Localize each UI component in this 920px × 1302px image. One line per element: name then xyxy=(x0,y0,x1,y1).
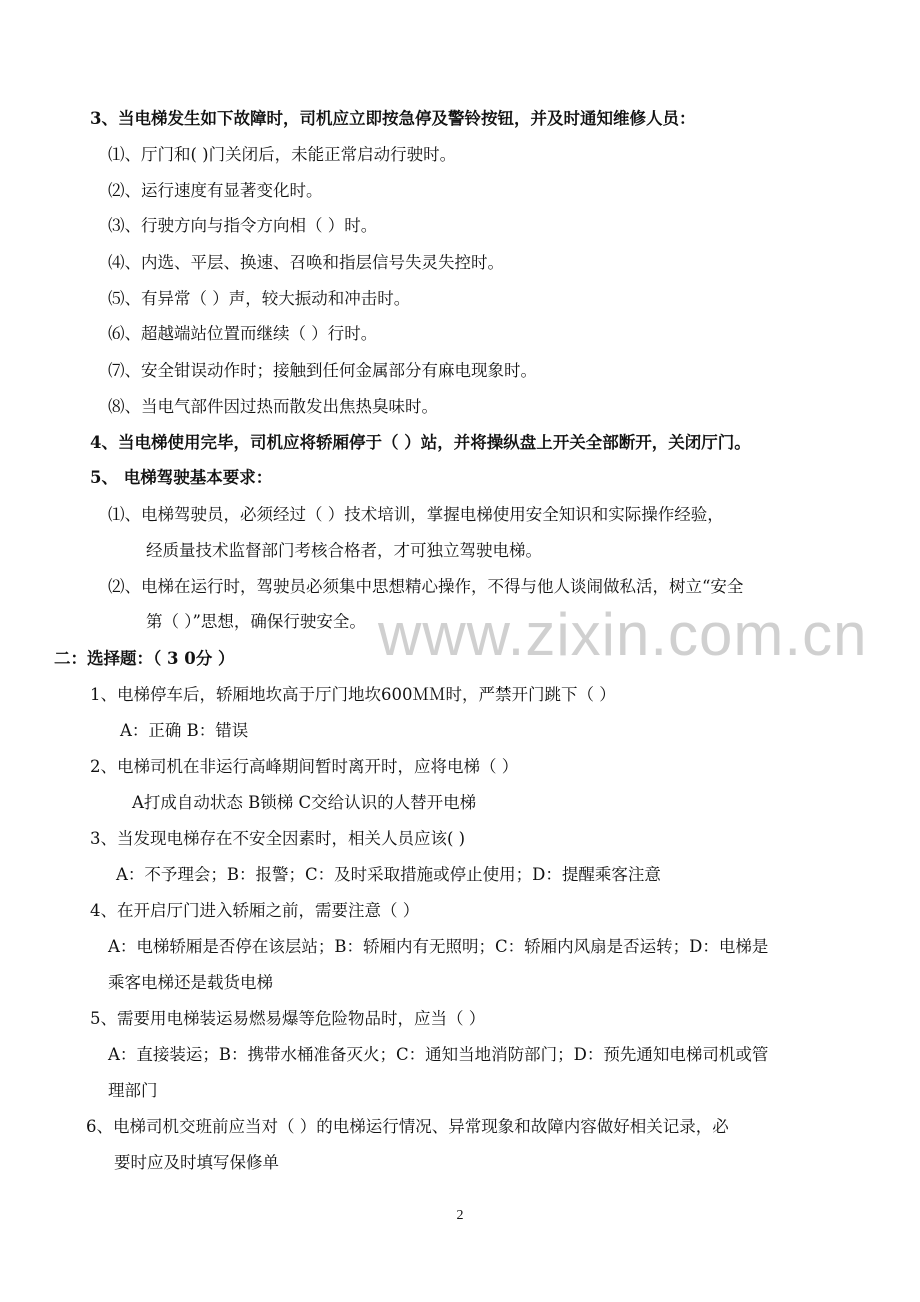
choice-question-6-continued: 要时应及时填写保修单 xyxy=(114,1153,279,1172)
choice-question-4-options: A：电梯轿厢是否停在该层站；B：轿厢内有无照明；C：轿厢内风扇是否运转；D：电梯是 xyxy=(108,937,769,956)
choice-question-1: 1、电梯停车后，轿厢地坎高于厅门地坎600ＭＭ时，严禁开门跳下（ ） xyxy=(90,685,616,704)
question-3-item-6: ⑹、超越端站位置而继续（ ）行时。 xyxy=(108,324,378,343)
question-5-item-2-continued: 第（ ）”思想，确保行驶安全。 xyxy=(146,612,366,631)
question-3-item-5: ⑸、有异常（ ）声，较大振动和冲击时。 xyxy=(108,289,411,308)
question-3-item-1: ⑴、厅门和( )门关闭后，未能正常启动行驶时。 xyxy=(108,145,457,164)
choice-question-2-options: A打成自动状态 B锁梯 C交给认识的人替开电梯 xyxy=(132,793,477,812)
question-3-item-4: ⑷、内选、平层、换速、召唤和指层信号失灵失控时。 xyxy=(108,253,504,272)
question-5-item-1-continued: 经质量技术监督部门考核合格者，才可独立驾驶电梯。 xyxy=(146,541,542,560)
choice-question-5: 5、需要用电梯装运易燃易爆等危险物品时，应当（ ） xyxy=(90,1009,486,1028)
choice-question-1-options: A：正确 B：错误 xyxy=(120,721,249,740)
section-choice-title: 二：选择题：（ 3 0分 ） xyxy=(54,649,235,668)
choice-question-5-options-continued: 理部门 xyxy=(108,1081,158,1100)
choice-question-2: 2、电梯司机在非运行高峰期间暂时离开时，应将电梯（ ） xyxy=(90,757,519,776)
choice-question-3: 3、当发现电梯存在不安全因素时，相关人员应该( ) xyxy=(90,829,466,848)
question-3-item-7: ⑺、安全钳误动作时；接触到任何金属部分有麻电现象时。 xyxy=(108,361,537,380)
choice-question-4: 4、在开启厅门进入轿厢之前，需要注意（ ） xyxy=(90,901,420,920)
question-5-item-2: ⑵、电梯在运行时，驾驶员必须集中思想精心操作，不得与他人谈闹做私活，树立“安全 xyxy=(108,577,744,596)
question-5-item-1: ⑴、电梯驾驶员，必须经过（ ）技术培训，掌握电梯使用安全知识和实际操作经验， xyxy=(108,505,724,524)
question-3-item-8: ⑻、当电气部件因过热而散发出焦热臭味时。 xyxy=(108,397,438,416)
question-4: 4、当电梯使用完毕，司机应将轿厢停于（ ）站，并将操纵盘上开关全部断开，关闭厅门。 xyxy=(90,433,751,452)
page-number: 2 xyxy=(456,1208,464,1223)
question-3-item-2: ⑵、运行速度有显著变化时。 xyxy=(108,181,323,200)
question-3-item-3: ⑶、行驶方向与指令方向相（ ）时。 xyxy=(108,216,378,235)
question-3-heading: 3、当电梯发生如下故障时，司机应立即按急停及警铃按钮，并及时通知维修人员： xyxy=(90,109,696,128)
choice-question-4-options-continued: 乘客电梯还是载货电梯 xyxy=(108,973,273,992)
choice-question-5-options: A：直接装运；B：携带水桶准备灭火；C：通知当地消防部门；D：预先通知电梯司机或管 xyxy=(108,1045,769,1064)
choice-question-3-options: A：不予理会；B：报警；C：及时采取措施或停止使用；D：提醒乘客注意 xyxy=(116,865,661,884)
choice-question-6: 6、电梯司机交班前应当对（ ）的电梯运行情况、异常现象和故障内容做好相关记录，必 xyxy=(86,1117,729,1136)
question-5-heading: 5、 电梯驾驶基本要求： xyxy=(90,468,273,487)
watermark: www.zixin.com.cn xyxy=(378,601,868,668)
